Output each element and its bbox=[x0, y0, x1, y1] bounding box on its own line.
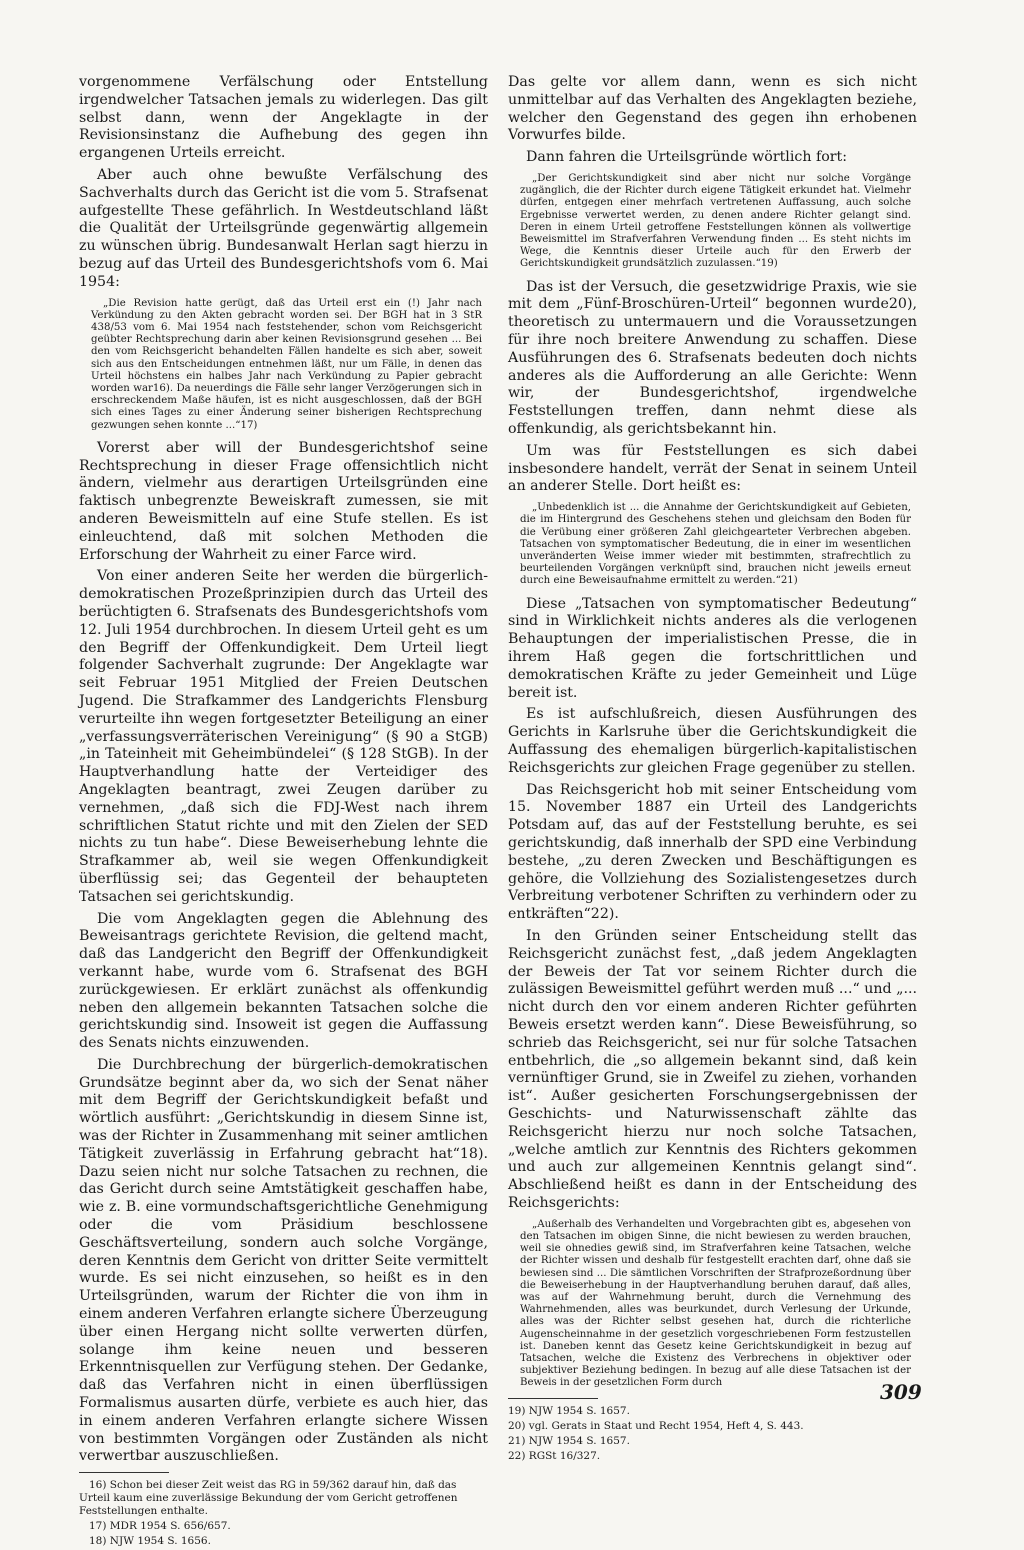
footnote: 17) MDR 1954 S. 656/657. bbox=[89, 1520, 231, 1533]
footnote: 20) vgl. Gerats in Staat und Recht 1954, Heft 4, S. 443. bbox=[508, 1419, 804, 1432]
paragraph: Dann fahren die Urteilsgründe wörtlich fort: bbox=[526, 149, 848, 166]
paragraph: Die vom Angeklagten gegen die Ablehnung des Beweisantrags gerichtete Revision, die geltend macht, daß das Landgericht den Begriff der Offenkundigkeit verkannt habe, wurde vom 6. Strafsenat des BGH zurückgewiesen. Er erklärt zunächst als offenkundig neben den allgemein bekannten Tatsachen solche die gerichtskundig sind. Insoweit ist gegen die Auffassung des Senats nichts einzuwenden. bbox=[79, 910, 488, 1052]
block-quote: „Die Revision hatte gerügt, daß das Urteil erst ein (!) Jahr nach Verkündung zu den Akten gebracht worden sei. Der BGH hat in 3 StR 438/53 vom 6. Mai 1954 nach feststehender, schon vom Reichsgericht geübter Rechtsprechung darin aber keinen Revisionsgrund gesehen ... Bei den vom Reichsgericht behandelten Fällen handelte es sich aber, soweit sich aus den Entscheidungen entnehmen läßt, nur um Fälle, in denen das Urteil höchstens ein halbes Jahr nach Verkündung zu Papier gebracht worden war16). Da neuerdings die Fälle sehr langer Verzögerungen sich in erschreckendem Maße häufen, ist es nicht ausgeschlossen, daß der BGH sich eines Tages zu einer Änderung seiner bisherigen Rechtsprechung gezwungen sehen konnte ...“17) bbox=[91, 297, 482, 431]
paragraph: Das Reichsgericht hob mit seiner Entscheidung vom 15. November 1887 ein Urteil des Landgerichts Potsdam auf, das auf der Feststellung beruhte, es sei gerichtskundig, daß innerhalb der SPD eine Verbindung bestehe, „zu deren Zwecken und Beschäftigungen es gehöre, die Vollziehung des Sozialistengesetzes durch Verbreitung verbotener Schriften zu verhindern oder zu entkräften“22). bbox=[508, 781, 917, 923]
left-column bbox=[79, 74, 488, 1550]
footnote-divider bbox=[508, 1398, 598, 1399]
paragraph: Aber auch ohne bewußte Verfälschung des Sachverhalts durch das Gericht ist die vom 5. Strafsenat aufgestellte These gefährlich. In Westdeutschland läßt die Qualität der Urteilsgründe gegenwärtig allgemein zu wünschen übrig. Bundesanwalt Herlan sagt hierzu in bezug auf das Urteil des Bundesgerichtshofs vom 6. Mai 1954: bbox=[79, 166, 488, 290]
paragraph: Diese „Tatsachen von symptomatischer Bedeutung“ sind in Wirklichkeit nichts anderes als die verlogenen Behauptungen der imperialistischen Presse, die in ihrem Haß gegen die fortschrittlichen und demokratischen Kräfte zu jeder Gemeinheit und Lüge bereit ist. bbox=[508, 595, 917, 701]
paragraph: Das ist der Versuch, die gesetzwidrige Praxis, wie sie mit dem „Fünf-Broschüren-Urteil“ begonnen wurde20), theoretisch zu untermauern und die Voraussetzungen für ihre noch breitere Anwendung zu schaffen. Diese Ausführungen des 6. Strafsenats bedeuten doch nichts anderes als die Aufforderung an alle Gerichte: Wenn wir, der Bundesgerichtshof, irgendwelche Feststellungen treffen, dann nehmt diese als offenkundig, als gerichtsbekannt hin. bbox=[508, 278, 917, 437]
paragraph: Es ist aufschlußreich, diesen Ausführungen des Gerichts in Karlsruhe über die Gerichtskundigkeit die Auffassung des ehemaligen bürgerlich-kapitalistischen Reichsgerichts zur gleichen Frage gegenüber zu stellen. bbox=[508, 706, 917, 776]
paragraph: vorgenommene Verfälschung oder Entstellung irgendwelcher Tatsachen jemals zu widerlegen. Das gilt selbst dann, wenn der Angeklagte in der Revisionsinstanz die Aufhebung des gegen ihn ergangenen Urteils erreicht. bbox=[79, 74, 488, 162]
footnote: 16) Schon bei dieser Zeit weist das RG in 59/362 darauf hin, daß das Urteil kaum eine zuverlässige Bekundung der vom Gericht getroffenen Feststellungen enthalte. bbox=[79, 1479, 458, 1518]
paragraph: Von einer anderen Seite her werden die bürgerlich-demokratischen Prozeßprinzipien durch das Urteil des berüchtigten 6. Strafsenats des Bundesgerichtshofs vom 12. Juli 1954 durchbrochen. In diesem Urteil geht es um den Begriff der Offenkundigkeit. Dem Urteil liegt folgender Sachverhalt zugrunde: Der Angeklagte war seit Februar 1951 Mitglied der Freien Deutschen Jugend. Die Strafkammer des Landgerichts Flensburg verurteilte ihn wegen fortgesetzter Beteiligung an einer „verfassungsverräterischen Vereinigung“ (§ 90 a StGB) „in Tateinheit mit Geheimbündelei“ (§ 128 StGB). In der Hauptverhandlung hatte der Verteidiger des Angeklagten beantragt, zwei Zeugen darüber zu vernehmen, „daß sich die FDJ-West nach ihrem schriftlichen Statut richte und mit den Zielen der SED nichts zu tun habe“. Diese Beweiserhebung lehnte die Strafkammer ab, weil sie wegen Offenkundigkeit überflüssig sei; das Gegenteil der behaupteten Tatsachen sei gerichtskundig. bbox=[79, 568, 488, 905]
block-quote: „Außerhalb des Verhandelten und Vorgebrachten gibt es, abgesehen von den Tatsachen im obigen Sinne, die nicht bewiesen zu werden brauchen, weil sie ohnedies gewiß sind, im Strafverfahren keine Tatsachen, welche der Richter wissen und deshalb für festgestellt erachten darf, ohne daß sie bewiesen sind ... Die sämtlichen Vorschriften der Strafprozeßordnung über die Beweiserhebung in der Hauptverhandlung beruhen darauf, daß alles, was auf der Wahrnehmung beruht, durch die Vernehmung des Wahrnehmenden, alles was beurkundet, durch Verlesung der Urkunde, alles was der Richter selbst gesehen hat, durch die richterliche Augenscheinnahme in der gesetzlich vorgeschriebenen Form festzustellen ist. Daneben kennt das Gesetz keine Gerichtskundigkeit in bezug auf Tatsachen, welche die Existenz des Verbrechens in objektiver oder subjektiver Beziehung bedingen. In bezug auf alle diese Tatsachen ist der Beweis in der gesetzlichen Form durch bbox=[520, 1218, 911, 1389]
footnote-divider bbox=[79, 1472, 169, 1473]
page-number: 309 bbox=[880, 1380, 922, 1404]
footnote: 18) NJW 1954 S. 1656. bbox=[89, 1535, 211, 1548]
footnote: 21) NJW 1954 S. 1657. bbox=[508, 1434, 630, 1447]
paragraph: Vorerst aber will der Bundesgerichtshof seine Rechtsprechung in dieser Frage offensichtlich nicht ändern, vielmehr aus derartigen Urteilsgründen eine faktisch unbegrenzte Beweiskraft zumessen, sie mit anderen Beweismitteln auf eine Stufe stellen. Es ist einleuchtend, daß mit solchen Methoden die Erforschung der Wahrheit zu einer Farce wird. bbox=[79, 439, 488, 563]
footnote: 19) NJW 1954 S. 1657. bbox=[508, 1404, 630, 1417]
block-quote: „Der Gerichtskundigkeit sind aber nicht nur solche Vorgänge zugänglich, die der Richter durch eigene Tätigkeit erkundet hat. Vielmehr dürfen, entgegen einer mehrfach vertretenen Auffassung, auch solche Ergebnisse verwertet werden, zu denen andere Richter gelangt sind. Deren in einem Urteil getroffene Feststellungen können als vollwertige Beweismittel im Strafverfahren Verwendung finden ... Es steht nichts im Wege, die Kenntnis dieser Urteile auch für den Erwerb der Gerichtskundigkeit grundsätzlich zuzulassen.“19) bbox=[520, 172, 911, 270]
paragraph: In den Gründen seiner Entscheidung stellt das Reichsgericht zunächst fest, „daß jedem Angeklagten der Beweis der Tat vor seinem Richter durch die zulässigen Beweismittel geführt werden muß ...“ und „... nicht durch den vor einem anderen Richter geführten Beweis ersetzt werden kann“. Diese Beweisführung, so schrieb das Reichsgericht, sei nur für solche Tatsachen entbehrlich, die „so allgemein bekannt sind, daß kein vernünftiger Grund, sie in Zweifel zu ziehen, vorhanden ist“. Außer gesicherten Forschungsergebnissen der Geschichts- und Naturwissenschaft zählte das Reichsgericht hierzu nur noch solche Tatsachen, „welche amtlich zur Kenntnis des Richters gekommen und auch zur allgemeinen Kenntnis gelangt sind“. Abschließend heißt es dann in der Entscheidung des Reichsgerichts: bbox=[508, 927, 917, 1211]
footnote: 22) RGSt 16/327. bbox=[508, 1449, 601, 1462]
paragraph: Das gelte vor allem dann, wenn es sich nicht unmittelbar auf das Verhalten des Angeklagten beziehe, welcher den Gegenstand des gegen ihn erhobenen Vorwurfes bilde. bbox=[508, 74, 917, 144]
right-column bbox=[508, 74, 917, 1465]
block-quote: „Unbedenklich ist ... die Annahme der Gerichtskundigkeit auf Gebieten, die im Hintergrund des Geschehens stehen und gleichsam den Boden für die Verübung einer größeren Zahl gleichgearteter Verbrechen abgeben. Tatsachen von symptomatischer Bedeutung, die in einer im wesentlichen unveränderten Weise immer wieder mit bestimmten, strafrechtlich zu beurteilenden Vorgängen verknüpft sind, brauchen nicht jeweils erneut durch eine Beweisaufnahme ermittelt zu werden.“21) bbox=[520, 502, 911, 587]
paragraph: Die Durchbrechung der bürgerlich-demokratischen Grundsätze beginnt aber da, wo sich der Senat näher mit dem Begriff der Gerichtskundigkeit befaßt und wörtlich ausführt: „Gerichtskundig in diesem Sinne ist, was der Richter in Zusammenhang mit seiner amtlichen Tätigkeit zuverlässig in Erfahrung gebracht hat“18). Dazu seien nicht nur solche Tatsachen zu rechnen, die das Gericht durch seine Amtstätigkeit geschaffen habe, wie z. B. eine vormundschaftsgerichtliche Genehmigung oder die vom Präsidium beschlossene Geschäftsverteilung, sondern auch solche Vorgänge, deren Kenntnis dem Gericht von dritter Seite vermittelt wurde. Es sei nicht einzusehen, so heißt es in den Urteilsgründen, warum der Richter die von ihm in einem anderen Verfahren erlangte sichere Überzeugung über einen Hergang nicht sollte verwerten dürfen, solange ihm keine neuen und besseren Erkenntnisquellen zur Verfügung stehen. Der Gedanke, daß das Verfahren nicht in einen überflüssigen Formalismus ausarten dürfe, verbiete es auch hier, das in einem anderen Verfahren erlangte sichere Wissen von bestimmten Vorgängen oder Zuständen als nicht verwertbar auszuschließen. bbox=[79, 1056, 488, 1465]
paragraph: Um was für Feststellungen es sich dabei insbesondere handelt, verrät der Senat in seinem Unteil an anderer Stelle. Dort heißt es: bbox=[508, 442, 917, 495]
